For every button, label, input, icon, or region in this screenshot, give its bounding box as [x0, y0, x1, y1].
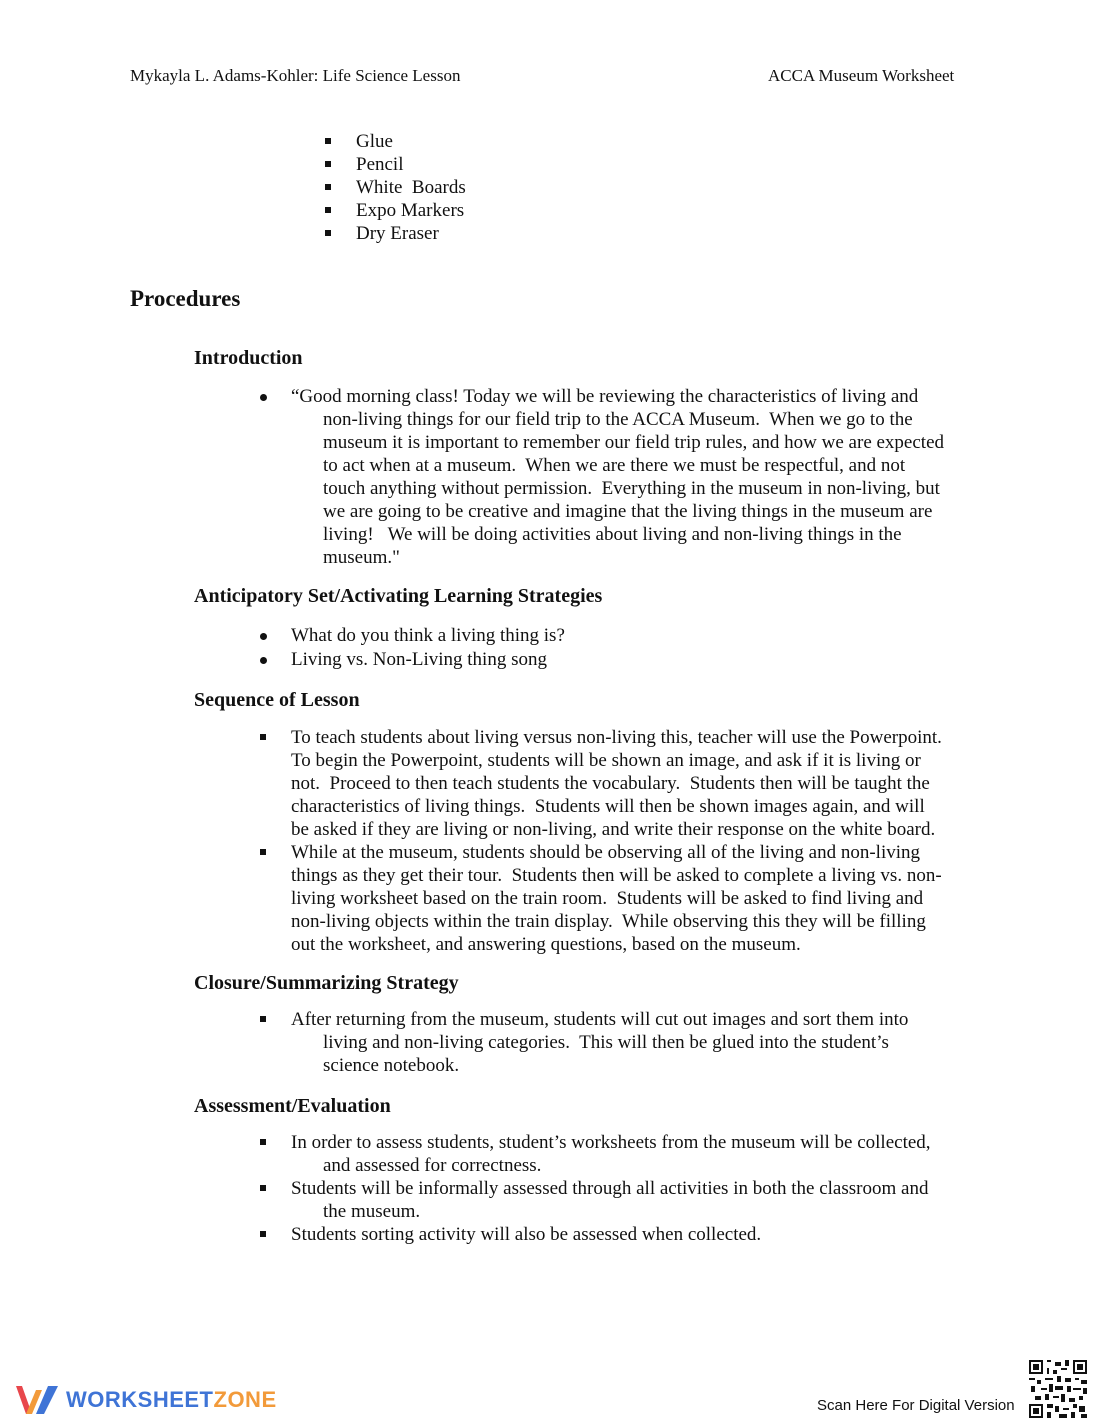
list-item: While at the museum, students should be observing all of the living and non-living things as they get their tour. Students then will be asked to complete a living vs. non- living worksheet based on the train room. Students will be asked to find living and non-living objects within the train display. While observing this they will be filling out the worksheet, and answering questions, based on the museum. — [259, 841, 979, 956]
header-author-title: Mykayla L. Adams-Kohler: Life Science Lesson — [130, 66, 461, 85]
list-item: Expo Markers — [324, 199, 466, 222]
scan-digital-version-text: Scan Here For Digital Version — [817, 1397, 1015, 1414]
list-item: After returning from the museum, students will cut out images and sort them into living and non-living categories. This will then be glued into the student’s science notebook. — [259, 1008, 979, 1077]
qr-code-icon[interactable] — [1029, 1360, 1087, 1418]
bullet-dot-icon — [260, 657, 267, 664]
closure-list — [259, 1008, 979, 1077]
square-bullet-icon — [325, 230, 331, 236]
list-item: Glue — [324, 130, 466, 153]
anticipatory-heading: Anticipatory Set/Activating Learning Strategies — [194, 585, 603, 607]
list-item: Students sorting activity will also be assessed when collected. — [259, 1223, 979, 1246]
list-item: To teach students about living versus non-living this, teacher will use the Powerpoint. To begin the Powerpoint, students will be shown an image, and ask if it is living or not. Proceed to then teach students the vocabulary. Students then will be taught the characteristics of living things. Students will then be shown images again, and will be asked if they are living or non-living, and write their response on the white board. — [259, 726, 979, 841]
square-bullet-icon — [260, 1016, 266, 1022]
worksheetzone-logo[interactable] — [14, 1382, 277, 1418]
assessment-heading: Assessment/Evaluation — [194, 1095, 391, 1117]
square-bullet-icon — [325, 161, 331, 167]
materials-list — [324, 130, 466, 245]
square-bullet-icon — [260, 1185, 266, 1191]
list-item: What do you think a living thing is? — [259, 624, 979, 647]
square-bullet-icon — [260, 849, 266, 855]
sequence-heading: Sequence of Lesson — [194, 689, 360, 711]
logo-text-worksheet: WORKSHEET — [66, 1387, 214, 1412]
sequence-list — [259, 726, 979, 956]
introduction-list — [259, 385, 979, 569]
square-bullet-icon — [325, 184, 331, 190]
assessment-list — [259, 1131, 979, 1246]
list-item: White Boards — [324, 176, 466, 199]
square-bullet-icon — [260, 1139, 266, 1145]
bullet-dot-icon — [260, 633, 267, 640]
square-bullet-icon — [325, 207, 331, 213]
square-bullet-icon — [325, 138, 331, 144]
list-item: Living vs. Non-Living thing song — [259, 648, 979, 671]
square-bullet-icon — [260, 1231, 266, 1237]
procedures-heading: Procedures — [130, 286, 241, 311]
anticipatory-list — [259, 624, 979, 671]
list-item: Dry Eraser — [324, 222, 466, 245]
list-item: Students will be informally assessed through all activities in both the classroom and the museum. — [259, 1177, 979, 1223]
bullet-dot-icon — [260, 394, 267, 401]
logo-text-zone: ZONE — [213, 1387, 277, 1412]
list-item: In order to assess students, student’s worksheets from the museum will be collected, and assessed for correctness. — [259, 1131, 979, 1177]
list-item: Pencil — [324, 153, 466, 176]
header-worksheet-title: ACCA Museum Worksheet — [768, 66, 955, 85]
list-item: “Good morning class! Today we will be reviewing the characteristics of living and non-living things for our field trip to the ACCA Museum. When we go to the museum it is important to remember our field trip rules, and how we are expected to act when at a museum. When we are there we must be respectful, and not touch anything without permission. Everything in the museum in non-living, but we are going to be creative and imagine that the living things in the museum are living! We will be doing activities about living and non-living things in the museum." — [259, 385, 979, 569]
square-bullet-icon — [260, 734, 266, 740]
closure-heading: Closure/Summarizing Strategy — [194, 972, 459, 994]
introduction-heading: Introduction — [194, 347, 303, 369]
worksheetzone-logo-icon — [14, 1382, 60, 1418]
